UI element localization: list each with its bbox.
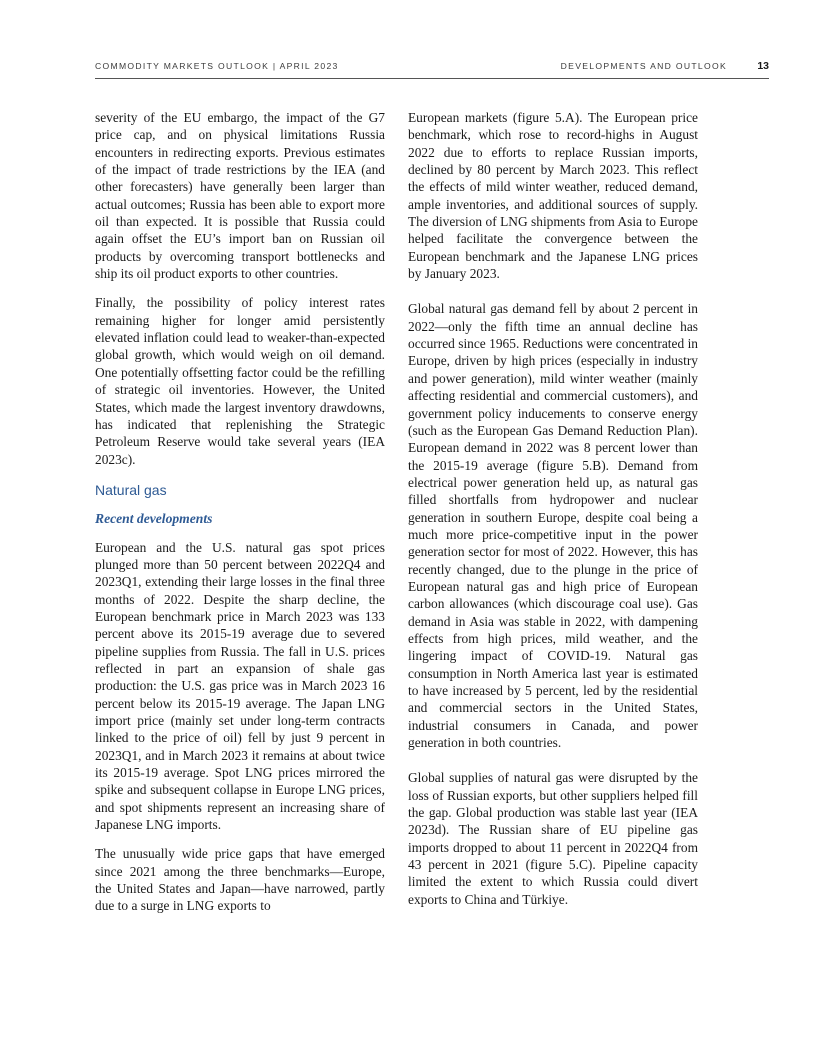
subheading-recent-developments: Recent developments: [95, 511, 213, 527]
paragraph-global-supplies: Global supplies of natural gas were disrupted by the loss of Russian exports, but other suppliers helped fill the gap. Global production was stable last year (IEA 2023d). The Russian share of EU pipeline gas imports dropped to about 11 percent in 2022Q4 from 43 percent in 2021 (figure 5.C). Pipeline capacity limited the extent to which Russia could divert exports to China and Türkiye.: [408, 770, 698, 907]
paragraph-european-markets: European markets (figure 5.A). The European price benchmark, which rose to record-highs in August 2022 due to efforts to replace Russian imports, declined by 80 percent by March 2023. This reflect the effects of mild winter weather, reduced demand, ample inventories, and additional sources of supply. The diversion of LNG shipments from Asia to Europe helped facilitate the convergence between the European benchmark and the Japanese LNG prices by January 2023.: [408, 110, 698, 282]
chapter-title: DEVELOPMENTS AND OUTLOOK: [560, 61, 727, 71]
paragraph-price-gaps: The unusually wide price gaps that have emerged since 2021 among the three benchmarks—Europe, the United States and Japan—have narrowed, partly due to a surge in LNG exports to: [95, 846, 385, 914]
paragraph-spot-prices: European and the U.S. natural gas spot prices plunged more than 50 percent between 2022Q4 and 2023Q1, extending their large losses in the final three months of 2022. Despite the sharp decline, the European benchmark price in March 2023 was 133 percent above its 2015-19 average due to severed pipeline supplies from Russia. The fall in U.S. prices reflected in part an expansion of shale gas production: the U.S. gas price was in March 2023 16 percent below its 2015-19 average. The Japan LNG import price (mainly set under long-term contracts linked to the price of oil) fell by just 9 percent in 2023Q1, and in March 2023 it remains at about twice its 2015-19 average. Spot LNG prices mirrored the spike and subsequent collapse in Europe LNG prices, and spot shipments represent an increasing share of Japanese LNG imports.: [95, 539, 385, 833]
paragraph-global-demand: Global natural gas demand fell by about 2 percent in 2022—only the fifth time an annual decline has occurred since 1965. Reductions were concentrated in Europe, driven by high prices (especially in industry and power generation), mild winter weather (mainly affecting residential and commercial customers), and government policy inducements to conserve energy (such as the European Gas Demand Reduction Plan). European demand in 2022 was 8 percent lower than the 2015-19 average (figure 5.B). Demand from electrical power generation held up, as natural gas filled shortfalls from hydropower and nuclear generation in southern Europe, despite coal being a much more price-competitive input in the power generation sector for most of 2022. However, this has recently changed, due to the plunge in the price of European natural gas and high price of European carbon allowances (which discourage coal use). Gas demand in Asia was stable in 2022, with dampening effects from high prices, mild weather, and the lingering impact of COVID-19. Natural gas consumption in North America last year is estimated to have increased by 5 percent, led by the residential and commercial sectors in the United States, industrial consumers in Canada, and power generation in both countries.: [408, 301, 698, 751]
paragraph-interest-rates: Finally, the possibility of policy interest rates remaining higher for longer amid persistently elevated inflation could lead to weaker-than-expected global growth, which would weigh on oil demand. One potentially offsetting factor could be the refilling of strategic oil inventories. However, the United States, which made the largest inventory drawdowns, has indicated that replenishing the Strategic Petroleum Reserve would take several years (IEA 2023c).: [95, 295, 385, 467]
page-number: 13: [757, 60, 769, 72]
paragraph-eu-embargo: severity of the EU embargo, the impact of the G7 price cap, and on physical limitations Russia encounters in redirecting exports. Previous estimates of the impact of trade restrictions by the IEA (and other forecasters) have generally been larger than actual outcomes; Russia has been able to export more oil than expected. It is possible that Russia could again offset the EU’s import ban on Russian oil products by overcoming transport bottlenecks and ship its oil product exports to other countries.: [95, 110, 385, 282]
left-column: [95, 109, 385, 927]
running-header: [95, 61, 769, 77]
right-column: [408, 109, 698, 920]
section-heading-natural-gas: Natural gas: [95, 481, 167, 498]
publication-title: COMMODITY MARKETS OUTLOOK | APRIL 2023: [95, 61, 339, 71]
header-rule: [95, 78, 769, 79]
